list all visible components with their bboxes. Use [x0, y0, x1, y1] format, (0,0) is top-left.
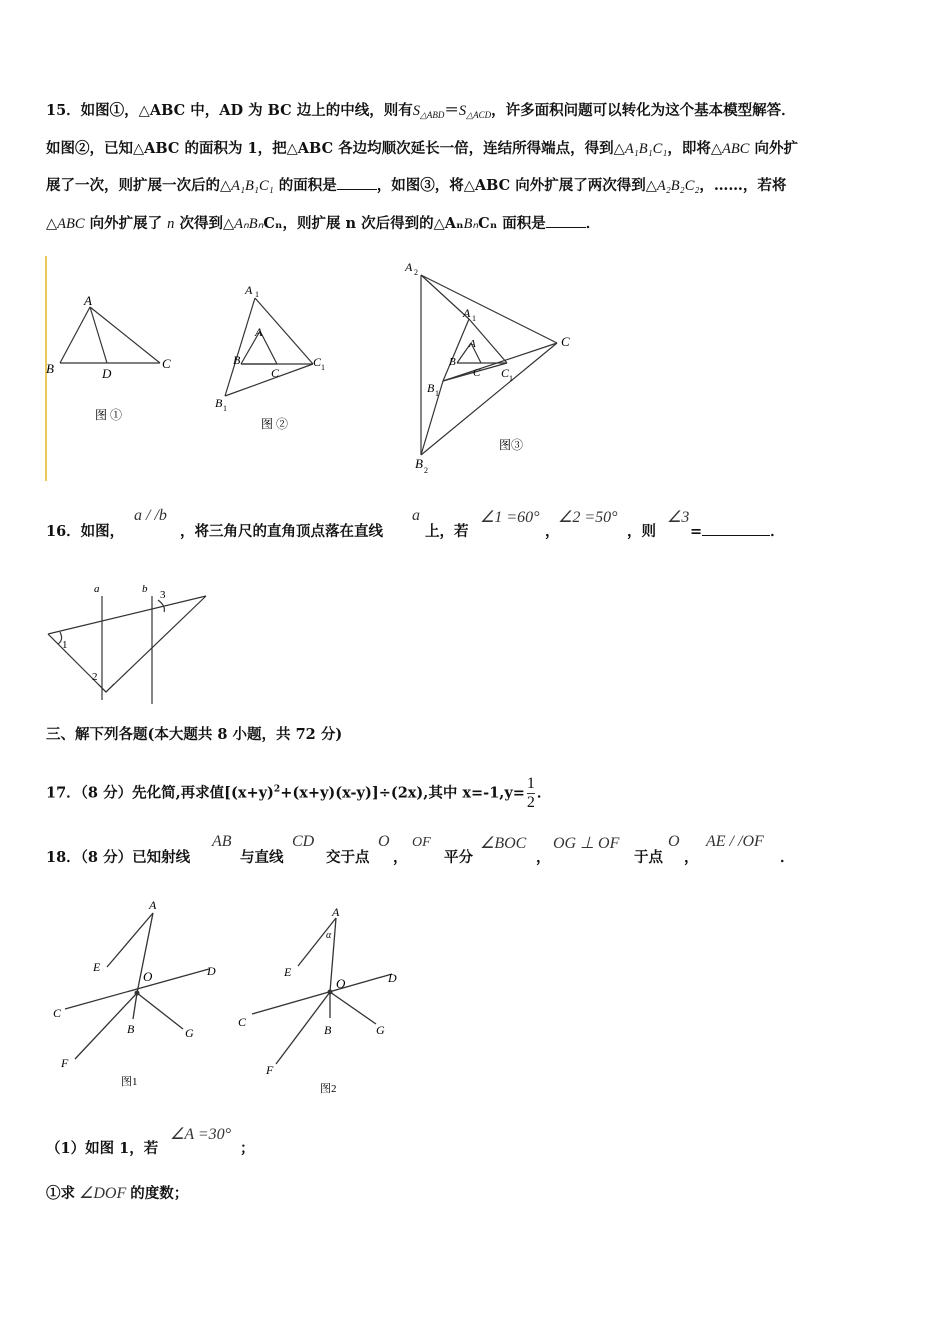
ae-par-of: AE / /OF	[706, 833, 764, 850]
q18-figure-1	[45, 895, 230, 1095]
caption-fig3: 图③	[499, 438, 524, 452]
label-F: F	[266, 1063, 274, 1077]
label-B2: B	[415, 456, 423, 471]
label-G: G	[185, 1026, 194, 1040]
q15-figure-1	[40, 285, 190, 435]
q16-parallel: a / /b	[134, 507, 167, 524]
q15-line-2: 如图②，已知△ABC 的面积为 1，把△ABC 各边均顺次延长一倍，连结所得端点，得到△A₁B₁C₁，即将△ABC 向外扩	[46, 140, 798, 157]
label-C1-sub: 1	[509, 374, 513, 383]
q16-figure	[40, 578, 220, 708]
q15-line-3: 展了一次，则扩展一次后的△A₁B₁C₁ 的面积是 ，如图③，将△ABC 向外扩展了两次得到△A₂B₂C₂，……，若将	[46, 177, 787, 194]
q18-line-c: 交于点	[326, 849, 370, 866]
area-acd: $S_{\triangle ACD}$	[458, 103, 492, 120]
label-B1: B	[427, 381, 435, 395]
q18-line-g: 于点	[634, 849, 663, 866]
q18-line-e: 平分	[444, 849, 473, 866]
part-1-semicolon: ；	[240, 1140, 255, 1157]
answer-blank-1	[337, 177, 377, 190]
caption-fig1: 图 ①	[95, 408, 123, 422]
label-A2-sub: 2	[414, 268, 418, 277]
q18-period: ．	[780, 849, 795, 866]
label-B: B	[233, 353, 241, 367]
label-O: O	[143, 969, 153, 984]
q18-line-b: 与直线	[240, 849, 284, 866]
label-A2: A	[405, 260, 413, 274]
caption-q18-fig1: 图1	[121, 1076, 138, 1088]
q16-angle-1: ∠1 =60°	[480, 509, 540, 526]
q16-comma: ，	[545, 523, 560, 540]
label-B1-sub: 1	[435, 389, 439, 398]
label-A: A	[469, 338, 476, 350]
label-A1: A	[245, 283, 253, 297]
label-D: D	[102, 366, 112, 381]
label-C: C	[238, 1015, 247, 1029]
q16-angle-2: ∠2 =50°	[558, 509, 618, 526]
label-B1: B	[215, 396, 223, 410]
angle-A-30: ∠A =30°	[170, 1126, 232, 1143]
part-1-line: （1）如图 1，若	[46, 1140, 159, 1157]
label-b: b	[142, 583, 148, 595]
label-C: C	[162, 356, 171, 371]
label-A1-sub: 1	[472, 314, 476, 323]
label-D: D	[207, 964, 216, 978]
q16-line-e: = ．	[690, 523, 785, 540]
label-alpha: α	[326, 930, 332, 941]
label-E: E	[284, 965, 292, 979]
label-C2: C	[561, 334, 570, 349]
q16-line-b: ，将三角尺的直角顶点落在直线	[180, 523, 383, 540]
label-A: A	[149, 898, 157, 912]
q16-angle-3: ∠3	[667, 509, 690, 526]
caption-q18-fig2: 图2	[320, 1083, 337, 1095]
label-B: B	[127, 1022, 135, 1036]
q15-figure-3	[395, 255, 595, 480]
label-B: B	[324, 1023, 332, 1037]
label-C: C	[473, 367, 481, 379]
fraction-half: $\frac{1}{2}$	[526, 775, 535, 811]
q16-line-d: ，则	[627, 523, 656, 540]
q15-figure-2	[205, 280, 335, 440]
ray-AB: AB	[212, 833, 232, 850]
label-C1-sub: 1	[321, 363, 325, 372]
angle-BOC: ∠BOC	[480, 835, 527, 852]
q16-line-c: 上，若	[425, 523, 469, 540]
label-a: a	[94, 583, 100, 595]
q17-line: 17．（8 分）先化简,再求值$[(x+y)^2+(x+y)(x-y)]\div(2x)$,其中 x=-1,y= $\frac{1}{2}$ ．	[46, 775, 552, 811]
label-2: 2	[92, 671, 98, 683]
q18-comma-3: ，	[684, 849, 699, 866]
label-1: 1	[62, 639, 68, 651]
q15-line-1: 15．如图①，△ABC 中，AD 为 BC 边上的中线，则有$S_{\triangle ABD}=S_{\triangle ACD}$，许多面积问题可以转化为这个基本模型解答．	[46, 102, 796, 120]
q18-comma-2: ，	[536, 849, 551, 866]
answer-blank-3	[702, 523, 770, 536]
label-E: E	[93, 960, 101, 974]
label-C: C	[53, 1006, 62, 1020]
ray-OF: OF	[412, 835, 431, 850]
line-CD: CD	[292, 833, 315, 850]
sub-1-line: ①求 ∠DOF 的度数；	[46, 1185, 189, 1202]
label-B: B	[449, 356, 456, 368]
label-C1: C	[313, 355, 322, 369]
q18-figure-2	[232, 900, 417, 1100]
point-O: O	[378, 833, 390, 850]
label-O: O	[336, 976, 346, 991]
og-perp-of: OG ⊥ OF	[553, 835, 620, 852]
q18-line-a: 18．（8 分）已知射线	[46, 849, 191, 866]
section-3-title: 三、解下列各题(本大题共 8 小题，共 72 分)	[46, 726, 343, 743]
answer-blank-2	[546, 215, 586, 228]
caption-fig2: 图 ②	[261, 417, 289, 431]
q18-comma-1: ，	[393, 849, 408, 866]
label-3: 3	[160, 589, 166, 601]
label-B1-sub: 1	[223, 404, 227, 413]
label-D: D	[388, 971, 397, 985]
q16-line: 16．如图，	[46, 523, 125, 540]
angle-DOF: ∠DOF	[79, 1185, 127, 1202]
label-A: A	[84, 293, 92, 308]
area-abd: $S_{\triangle ABD}$	[412, 103, 445, 120]
label-A1: A	[463, 306, 471, 320]
label-B2-sub: 2	[424, 466, 428, 475]
q16-line-a: a	[412, 507, 420, 524]
label-B: B	[46, 361, 54, 376]
label-A: A	[255, 325, 263, 339]
point-O-2: O	[668, 833, 680, 850]
label-G: G	[376, 1023, 385, 1037]
label-F: F	[61, 1056, 69, 1070]
label-C: C	[271, 366, 280, 380]
label-C1: C	[501, 366, 510, 380]
label-A1-sub: 1	[255, 290, 259, 299]
q15-line-4: △ABC 向外扩展了 n 次得到△AₙBₙCₙ，则扩展 n 次后得到的△AₙBₙCₙ 面积是 ．	[46, 215, 601, 232]
label-A: A	[332, 905, 340, 919]
